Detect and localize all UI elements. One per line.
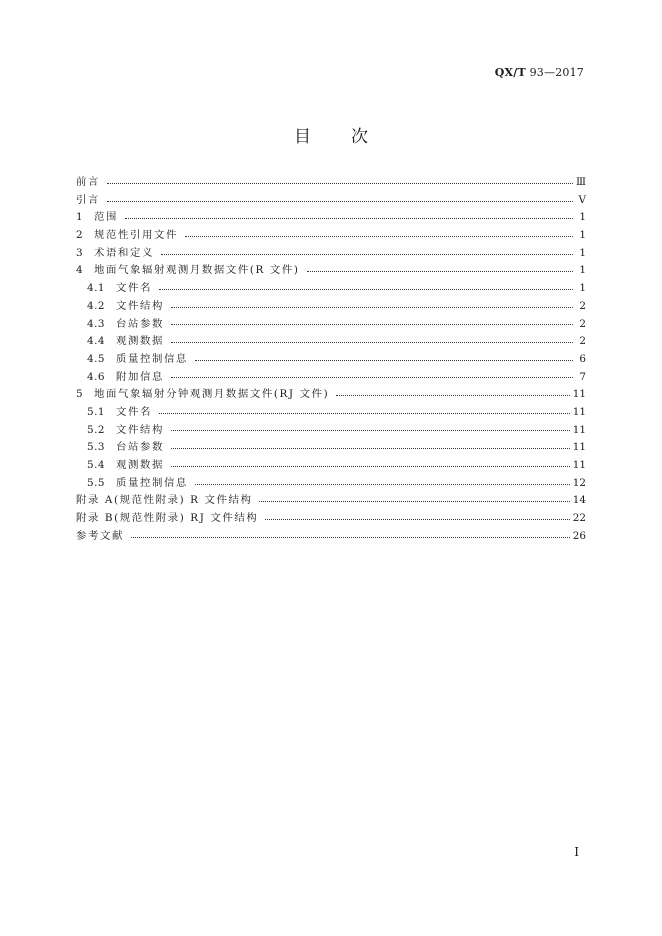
toc-entry-page: Ⅴ [578, 193, 586, 206]
toc-entry-page: 1 [579, 246, 586, 259]
toc-dot-leader [195, 484, 570, 485]
toc-entry-label: 附加信息 [116, 370, 164, 383]
toc-entry-number: 4.4 [87, 335, 106, 348]
toc-entry[interactable] [76, 298, 586, 316]
toc-dot-leader [171, 324, 573, 325]
toc-entry-page: 14 [572, 494, 586, 507]
toc-dot-leader [171, 342, 573, 343]
document-code-number: 93—2017 [529, 66, 584, 79]
toc-entry[interactable] [76, 386, 586, 404]
toc-entry[interactable] [76, 351, 586, 369]
toc-entry[interactable] [76, 174, 586, 192]
toc-entry-number: 3 [76, 246, 84, 259]
toc-entry[interactable] [76, 422, 586, 440]
toc-entry[interactable] [76, 492, 586, 510]
toc-dot-leader [265, 519, 569, 520]
toc-dot-leader [131, 537, 570, 538]
toc-entry-number: 5 [76, 388, 84, 401]
toc-entry-number: 4.3 [87, 317, 106, 330]
toc-entry-label: 地面气象辐射观测月数据文件(R 文件) [94, 264, 300, 277]
toc-entry-label: 文件结构 [116, 299, 164, 312]
toc-dot-leader [195, 360, 573, 361]
toc-entry-page: 7 [579, 370, 586, 383]
toc-entry-page: 1 [579, 211, 586, 224]
toc-entry-page: 6 [579, 352, 586, 365]
toc-entry[interactable] [76, 510, 586, 528]
toc-dot-leader [125, 218, 573, 219]
toc-entry-page: 11 [572, 423, 586, 436]
toc-entry-number: 2 [76, 229, 84, 242]
toc-entry-label: 附录 B(规范性附录) RJ 文件结构 [76, 512, 259, 525]
toc-entry-label: 参考文献 [76, 529, 124, 542]
toc-entry-number: 5.2 [87, 423, 106, 436]
toc-entry-number: 5.1 [87, 405, 106, 418]
toc-entry-label: 台站参数 [116, 317, 164, 330]
toc-entry-label: 引言 [76, 193, 100, 206]
toc-entry-number: 5.4 [87, 459, 106, 471]
toc-dot-leader [171, 466, 570, 467]
toc-entry[interactable] [76, 404, 586, 422]
page-number: Ⅰ [574, 845, 579, 859]
toc-entry-label: 文件名 [116, 282, 152, 295]
toc-entry[interactable] [76, 245, 586, 263]
toc-entry-number: 4.2 [87, 299, 106, 312]
toc-entry-page: 1 [579, 264, 586, 277]
toc-dot-leader [259, 501, 569, 502]
toc-entry-label: 文件名 [116, 405, 152, 418]
toc-entry-number: 5.5 [87, 476, 106, 489]
toc-entry-page: 11 [572, 388, 586, 401]
toc-dot-leader [159, 413, 570, 414]
toc-entry-page: 1 [579, 229, 586, 242]
toc-entry[interactable] [76, 192, 586, 210]
toc-dot-leader [171, 307, 573, 308]
toc-entry[interactable] [76, 316, 586, 334]
toc-entry-page: 26 [572, 529, 586, 542]
toc-dot-leader [171, 377, 573, 378]
toc-entry[interactable] [76, 457, 586, 475]
toc-entry[interactable] [76, 227, 586, 245]
toc-entry-label: 范围 [94, 211, 118, 224]
toc-entry[interactable] [76, 280, 586, 298]
toc-entry-page: 2 [579, 317, 586, 330]
toc-entry[interactable] [76, 262, 586, 280]
toc-dot-leader [159, 289, 573, 290]
toc-entry-page: 11 [572, 459, 586, 471]
toc-entry-number: 4.6 [87, 370, 106, 383]
toc-entry-page: 2 [579, 299, 586, 312]
toc-dot-leader [161, 254, 573, 255]
toc-entry-page: 12 [572, 476, 586, 489]
toc-entry-label: 前言 [76, 176, 100, 188]
toc-entry-number: 5.3 [87, 441, 106, 454]
toc-dot-leader [107, 183, 573, 184]
table-of-contents [76, 174, 586, 545]
toc-entry-label: 观测数据 [116, 335, 164, 348]
toc-entry-page: 2 [579, 335, 586, 348]
toc-entry[interactable] [76, 528, 586, 546]
toc-entry-page: 11 [572, 441, 586, 454]
toc-entry-number: 4 [76, 264, 84, 277]
toc-entry-label: 质量控制信息 [116, 476, 188, 489]
toc-entry[interactable] [76, 369, 586, 387]
toc-entry[interactable] [76, 475, 586, 493]
document-code-standard: QX/T [494, 66, 526, 79]
toc-entry-label: 术语和定义 [94, 246, 154, 259]
toc-entry-number: 4.1 [87, 282, 106, 295]
toc-entry[interactable] [76, 439, 586, 457]
toc-dot-leader [171, 430, 570, 431]
toc-entry-number: 4.5 [87, 352, 106, 365]
toc-dot-leader [336, 395, 570, 396]
toc-entry-label: 附录 A(规范性附录) R 文件结构 [76, 494, 253, 507]
toc-entry-page: 11 [572, 405, 586, 418]
toc-entry-label: 质量控制信息 [116, 352, 188, 365]
toc-entry-page: 22 [572, 512, 586, 525]
toc-dot-leader [185, 236, 573, 237]
toc-entry-page: 1 [579, 282, 586, 295]
toc-entry-number: 1 [76, 211, 84, 224]
toc-entry-label: 规范性引用文件 [94, 229, 178, 242]
toc-entry-label: 台站参数 [116, 441, 164, 454]
toc-dot-leader [171, 448, 570, 449]
toc-entry-label: 观测数据 [116, 459, 164, 471]
document-code [495, 66, 584, 79]
toc-entry-label: 地面气象辐射分钟观测月数据文件(RJ 文件) [94, 388, 330, 401]
page-title: 目次 [294, 127, 408, 147]
toc-entry-page: Ⅲ [575, 176, 586, 188]
toc-dot-leader [307, 271, 574, 272]
toc-dot-leader [107, 201, 573, 202]
toc-entry[interactable] [76, 209, 586, 227]
toc-entry-label: 文件结构 [116, 423, 164, 436]
toc-entry[interactable] [76, 333, 586, 351]
